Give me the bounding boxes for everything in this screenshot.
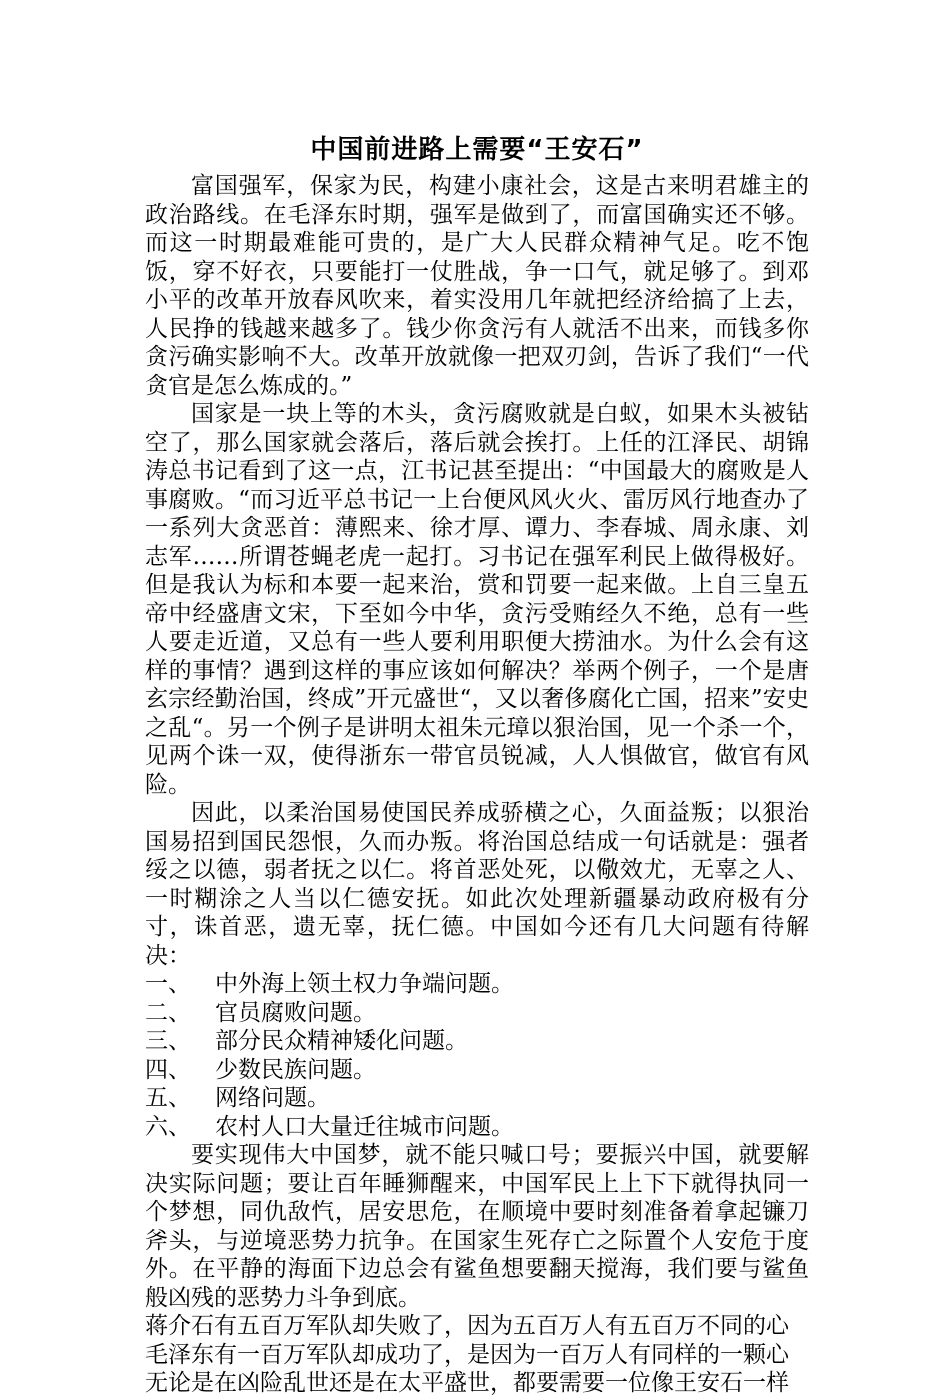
list-item (145, 1056, 809, 1085)
trailing-line-2: 毛泽东有一百万军队却成功了，是因为一百万人有同样的一颗心 (145, 1341, 789, 1368)
list-item-number: 六、 (145, 1113, 191, 1140)
paragraph-4: 要实现伟大中国梦，就不能只喊口号；要振兴中国，就要解决实际问题；要让百年睡狮醒来，中国军民上上下下就得执同一个梦想，同仇敌忾，居安思危，在顺境中要时刻准备着拿起镰刀斧头，与逆境恶势力抗争。在国家生死存亡之际置个人安危于度外。在平静的海面下边总会有鲨鱼想要翻天搅海，我们要与鲨鱼般凶残的恶势力斗争到底。 (145, 1142, 809, 1311)
list-item-number: 一、 (145, 971, 191, 997)
document-content (145, 128, 809, 1398)
list-item-text: 中外海上领土权力争端问题。 (215, 971, 514, 997)
list-item-text: 农村人口大量迁往城市问题。 (215, 1113, 514, 1140)
list-item-text: 少数民族问题。 (215, 1056, 376, 1083)
list-item (145, 999, 809, 1028)
paragraph-2: 国家是一块上等的木头，贪污腐败就是白蚁，如果木头被钻空了，那么国家就会落后，落后就会挨打。上任的江泽民、胡锦涛总书记看到了这一点，江书记甚至提出：“中国最大的腐败是人事腐败。“而习近平总书记一上台便风风火火、雷厉风行地查办了一系列大贪恶首：薄熙来、徐才厚、谭力、李春城、周永康、刘志军……所谓苍蝇老虎一起打。习书记在强军利民上做得极好。但是我认为标和本要一起来治，赏和罚要一起来做。上自三皇五帝中经盛唐文宋，下至如今中华，贪污受贿经久不绝，总有一些人要走近道，又总有一些人要利用职便大捞油水。为什么会有这样的事情？遇到这样的事应该如何解决？举两个例子，一个是唐玄宗经勤治国，终成”开元盛世“，又以奢侈腐化亡国，招来”安史之乱“。另一个例子是讲明太祖朱元璋以狠治国，见一个杀一个，见两个诛一双，使得浙东一带官员锐减，人人惧做官，做官有风险。 (145, 401, 809, 798)
list-item-number: 三、 (145, 1028, 191, 1054)
document-body (145, 172, 809, 1398)
list-item-number: 四、 (145, 1056, 191, 1083)
list-item-number: 五、 (145, 1085, 191, 1111)
list-item-text: 官员腐败问题。 (215, 999, 376, 1026)
list-item (145, 1027, 809, 1056)
list-item-text: 部分民众精神矮化问题。 (215, 1028, 468, 1054)
list-item-number: 二、 (145, 999, 191, 1026)
list-item (145, 1084, 809, 1113)
paragraph-1: 富国强军，保家为民，构建小康社会，这是古来明君雄主的政治路线。在毛泽东时期，强军是做到了，而富国确实还不够。而这一时期最难能可贵的，是广大人民群众精神气足。吃不饱饭，穿不好衣，只要能打一仗胜战，争一口气，就足够了。到邓小平的改革开放春风吹来，着实没用几年就把经济给搞了上去，人民挣的钱越来越多了。钱少你贪污有人就活不出来，而钱多你贪污确实影响不大。改革开放就像一把双刃剑，告诉了我们“一代贪官是怎么炼成的。” (145, 173, 809, 399)
issues-list (145, 970, 809, 1141)
document-title: 中国前进路上需要“王安石” (310, 135, 644, 165)
trailing-line-3: 无论是在凶险乱世还是在太平盛世，都要需要一位像王安石一样 (145, 1370, 789, 1396)
trailing-line-1: 蒋介石有五百万军队却失败了，因为五百万人有五百万不同的心 (145, 1313, 789, 1339)
list-item-text: 网络问题。 (215, 1085, 330, 1111)
paragraph-3: 因此，以柔治国易使国民养成骄横之心，久面益叛；以狠治国易招到国民怨恨，久而办叛。将治国总结成一句话就是：强者绥之以德，弱者抚之以仁。将首恶处死，以儆效尤，无辜之人、一时糊涂之人当以仁德安抚。如此次处理新疆暴动政府极有分寸，诛首恶，遗无辜，抚仁德。中国如今还有几大问题有待解决： (145, 800, 809, 969)
list-item (145, 1113, 809, 1142)
list-item (145, 970, 809, 999)
